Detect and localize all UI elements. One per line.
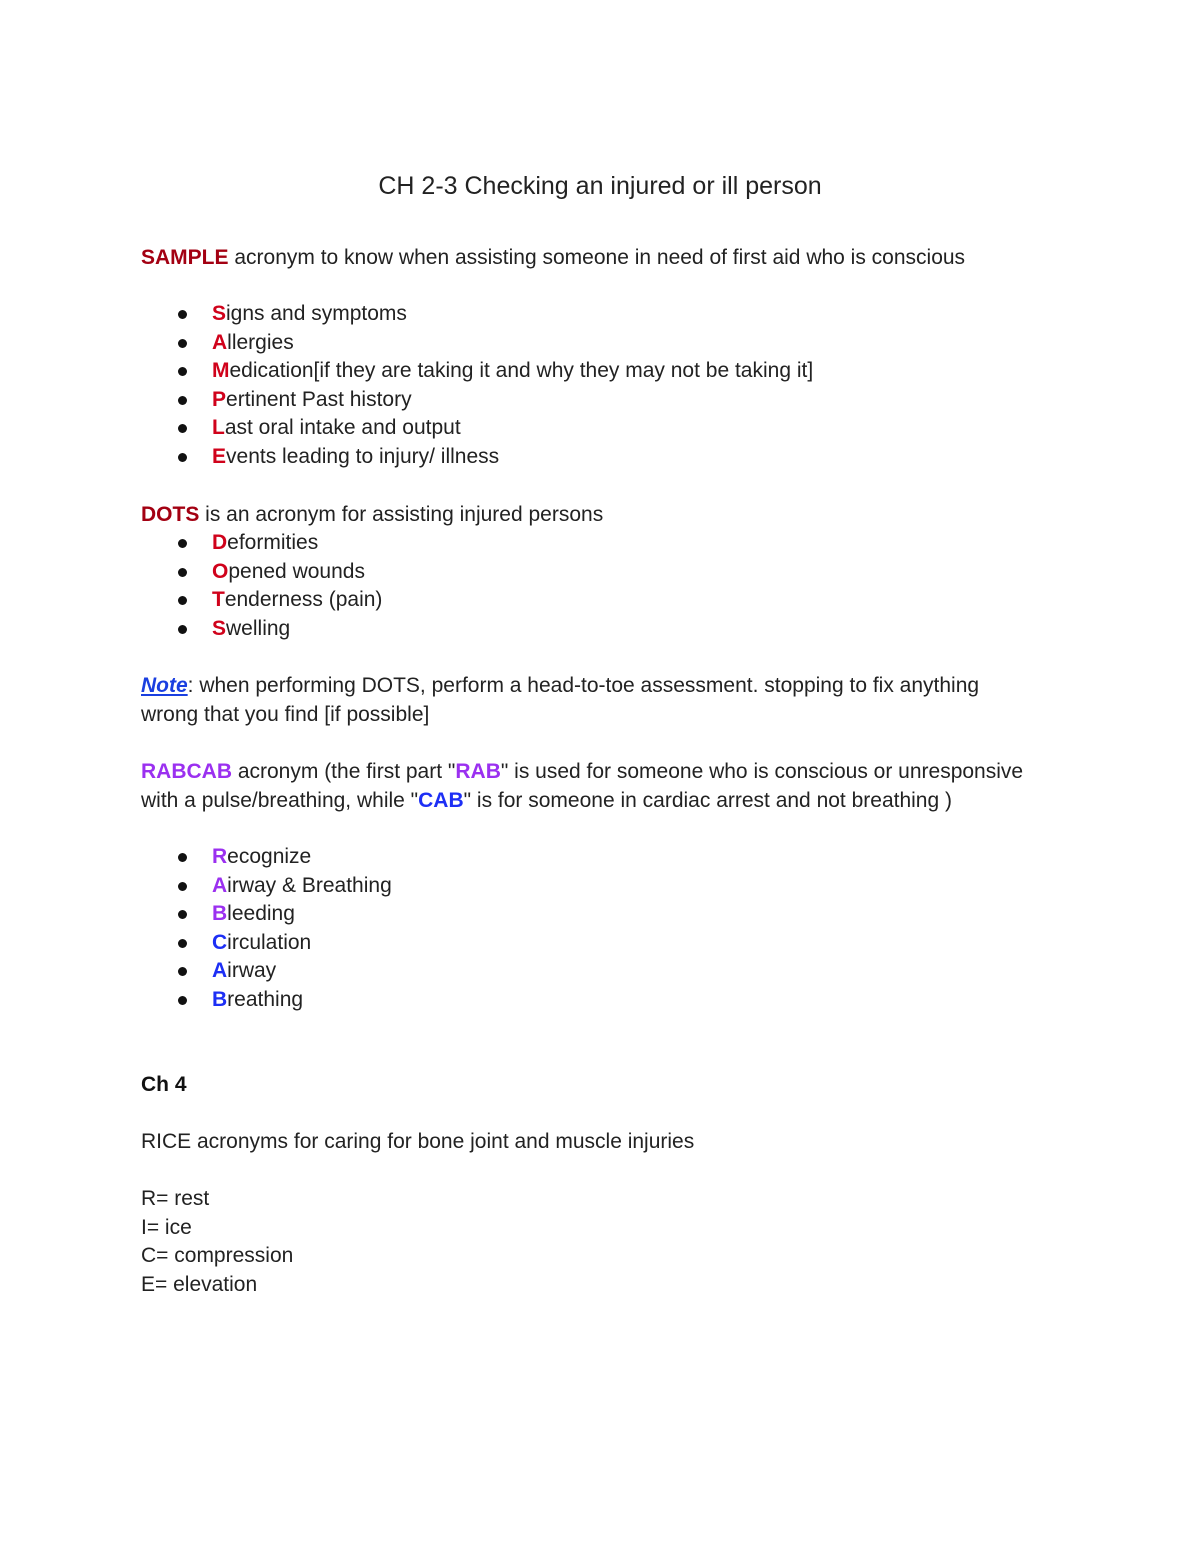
list-item — [141, 615, 382, 644]
bullet-icon — [178, 568, 187, 577]
dots-intro-text: is an acronym for assisting injured persons — [199, 503, 604, 526]
acronym-letter: M — [212, 359, 230, 382]
rice-line: R= rest — [141, 1187, 210, 1210]
acronym-letter: A — [212, 330, 228, 354]
rice-intro: RICE acronyms for caring for bone joint and muscle injuries — [141, 1130, 695, 1153]
list-item-text: edication[if they are taking it and why they may not be taking it] — [229, 359, 814, 382]
bullet-icon — [178, 596, 187, 605]
note-label: Note — [141, 674, 188, 697]
list-item-text: enderness (pain) — [224, 588, 383, 611]
dots-list — [141, 529, 382, 643]
list-item-text: reathing — [227, 987, 304, 1011]
ch4-heading: Ch 4 — [141, 1073, 187, 1096]
list-item-text: irway & Breathing — [227, 873, 392, 897]
acronym-letter: S — [212, 616, 227, 640]
list-item-text: leeding — [227, 902, 295, 925]
rabcab-list — [141, 843, 392, 1014]
bullet-icon — [178, 453, 187, 462]
rabcab-line-1 — [141, 758, 1081, 787]
rice-line: I= ice — [141, 1215, 192, 1239]
list-item — [141, 443, 813, 472]
bullet-icon — [178, 967, 187, 976]
acronym-letter: B — [212, 902, 228, 925]
rice-line: E= elevation — [141, 1272, 258, 1296]
list-item-text: vents leading to injury/ illness — [226, 444, 500, 468]
list-item — [141, 386, 813, 415]
bullet-icon — [178, 853, 187, 862]
list-item — [141, 900, 392, 929]
rabcab-acronym: RABCAB — [141, 760, 232, 783]
list-item — [141, 872, 392, 901]
acronym-letter: R — [212, 845, 228, 868]
rabcab-line-2 — [141, 787, 1081, 816]
rabcab-text: " is used for someone who is conscious or unresponsive — [500, 760, 1024, 783]
rice-list — [141, 1185, 1081, 1299]
list-item — [141, 586, 382, 615]
list-item — [141, 957, 392, 986]
sample-acronym: SAMPLE — [141, 246, 229, 269]
rabcab-intro — [141, 758, 1081, 815]
bullet-icon — [178, 996, 187, 1005]
acronym-letter: C — [212, 930, 228, 954]
list-item-text: ertinent Past history — [226, 387, 412, 411]
list-item — [141, 843, 392, 872]
note-paragraph — [141, 672, 1081, 729]
list-item-text: llergies — [227, 330, 294, 354]
list-item — [141, 329, 813, 358]
bullet-icon — [178, 910, 187, 919]
list-item — [141, 929, 392, 958]
acronym-letter: L — [212, 416, 225, 439]
acronym-letter: S — [212, 302, 227, 325]
note-line-2: wrong that you find [if possible] — [141, 702, 430, 726]
list-item-text: irway — [227, 959, 277, 982]
list-item-text: welling — [226, 616, 291, 640]
cab-acronym: CAB — [418, 788, 464, 812]
list-item-text: ecognize — [227, 845, 312, 868]
sample-intro — [141, 244, 1081, 273]
bullet-icon — [178, 424, 187, 433]
acronym-letter: O — [212, 559, 229, 583]
list-item-text: eformities — [227, 531, 319, 554]
acronym-letter: E — [212, 444, 227, 468]
acronym-letter: D — [212, 531, 228, 554]
acronym-letter: T — [212, 588, 225, 611]
acronym-letter: A — [212, 873, 228, 897]
bullet-icon — [178, 339, 187, 348]
bullet-icon — [178, 882, 187, 891]
bullet-icon — [178, 367, 187, 376]
rabcab-text: acronym (the first part " — [232, 760, 456, 783]
list-item — [141, 558, 382, 587]
rab-acronym: RAB — [455, 760, 501, 783]
rabcab-text: with a pulse/breathing, while " — [141, 788, 419, 812]
rice-line: C= compression — [141, 1244, 294, 1267]
list-item — [141, 986, 392, 1015]
bullet-icon — [178, 396, 187, 405]
rabcab-text: " is for someone in cardiac arrest and not breathing ) — [463, 788, 952, 812]
sample-list — [141, 300, 813, 471]
acronym-letter: A — [212, 959, 228, 982]
acronym-letter: B — [212, 987, 228, 1011]
bullet-icon — [178, 625, 187, 634]
list-item — [141, 529, 382, 558]
dots-intro — [141, 501, 1081, 530]
list-item — [141, 357, 813, 386]
dots-acronym: DOTS — [141, 503, 200, 526]
note-text: : when performing DOTS, perform a head-to-toe assessment. stopping to fix anything — [187, 674, 980, 697]
bullet-icon — [178, 939, 187, 948]
list-item — [141, 300, 813, 329]
list-item-text: pened wounds — [228, 559, 365, 583]
list-item — [141, 414, 813, 443]
list-item-text: igns and symptoms — [226, 302, 407, 325]
list-item-text: irculation — [227, 930, 312, 954]
list-item-text: ast oral intake and output — [224, 416, 461, 439]
bullet-icon — [178, 539, 187, 548]
page-title: CH 2-3 Checking an injured or ill person — [378, 172, 822, 200]
note-line-1 — [141, 672, 1081, 701]
bullet-icon — [178, 310, 187, 319]
acronym-letter: P — [212, 387, 227, 411]
sample-intro-text: acronym to know when assisting someone in need of first aid who is conscious — [228, 246, 966, 269]
